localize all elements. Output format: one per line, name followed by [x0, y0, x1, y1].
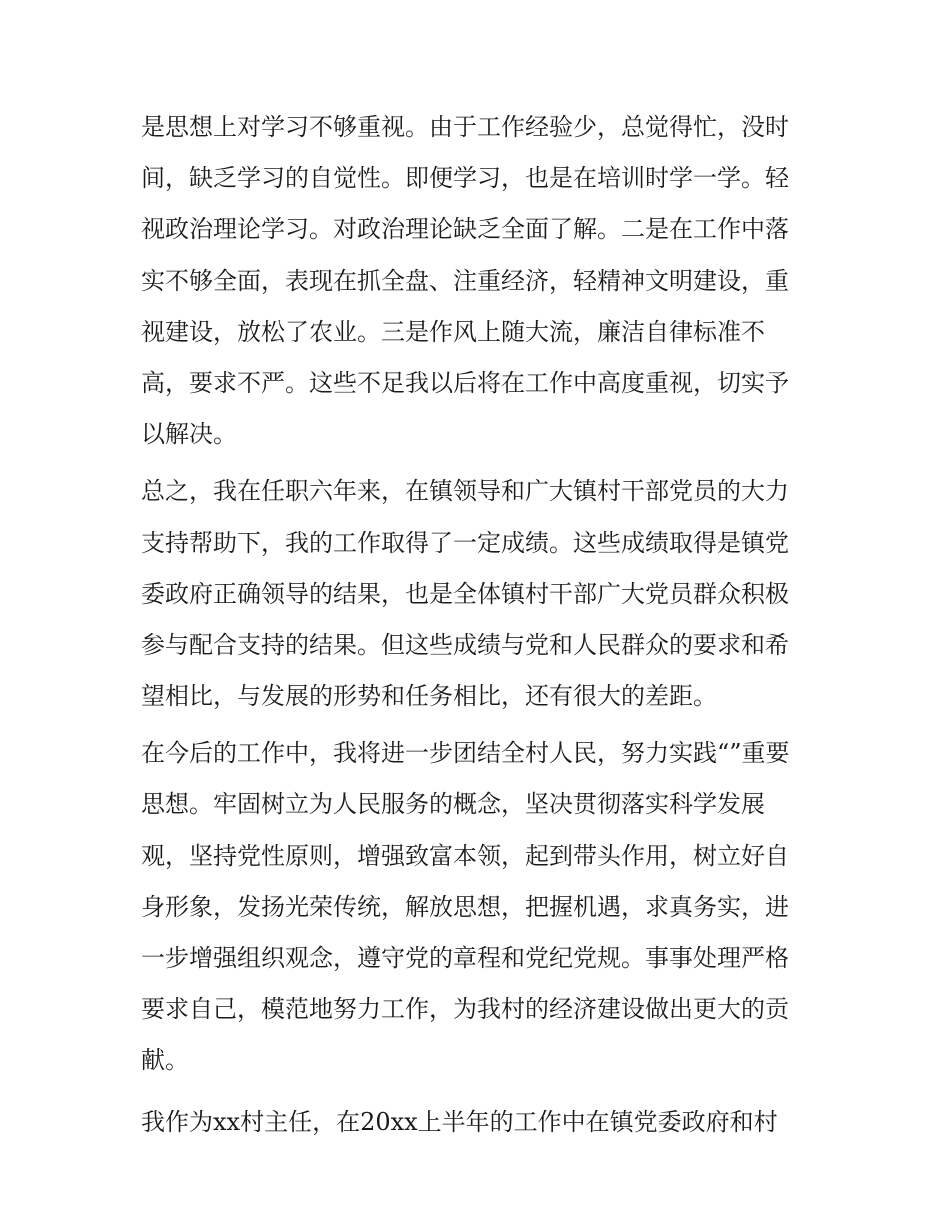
paragraph-shortcomings	[141, 102, 821, 460]
text-line: 视建设，放松了农业。三是作风上随大流，廉洁自律标准不	[141, 317, 765, 346]
text-line: 我作为xx村主任，在20xx上半年的工作中在镇党委政府和村	[141, 1107, 778, 1136]
text-line: 支持帮助下，我的工作取得了一定成绩。这些成绩取得是镇党	[141, 528, 789, 557]
text-line: 献。	[141, 1046, 189, 1075]
text-line: 高，要求不严。这些不足我以后将在工作中高度重视，切实予	[141, 368, 789, 397]
text-line: 总之，我在任职六年来，在镇领导和广大镇村干部党员的大力	[141, 477, 789, 506]
text-line: 参与配合支持的结果。但这些成绩与党和人民群众的要求和希	[141, 630, 789, 659]
text-line: 一步增强组织观念，遵守党的章程和党纪党规。事事处理严格	[141, 944, 789, 972]
text-line: 视政治理论学习。对政治理论缺乏全面了解。二是在工作中落	[141, 215, 789, 244]
text-line: 思想。牢固树立为人民服务的概念，坚决贯彻落实科学发展	[141, 790, 765, 819]
text-line: 是思想上对学习不够重视。由于工作经验少，总觉得忙，没时	[141, 113, 789, 141]
text-line: 要求自己，模范地努力工作，为我村的经济建设做出更大的贡	[141, 995, 789, 1024]
text-line: 望相比，与发展的形势和任务相比，还有很大的差距。	[141, 682, 717, 711]
paragraph-future-work	[141, 728, 821, 1086]
text-line: 间，缺乏学习的自觉性。即便学习，也是在培训时学一学。轻	[141, 164, 789, 193]
paragraph-next-report	[141, 1097, 821, 1148]
text-line: 观，坚持党性原则，增强致富本领，起到带头作用，树立好自	[141, 841, 789, 870]
text-line: 身形象，发扬光荣传统，解放思想，把握机遇，求真务实，进	[141, 892, 789, 921]
text-line: 在今后的工作中，我将进一步团结全村人民，努力实践“”重要	[141, 739, 790, 768]
text-line: 以解决。	[141, 420, 237, 449]
body-text	[141, 102, 821, 1148]
text-line: 委政府正确领导的结果，也是全体镇村干部广大党员群众积极	[141, 579, 789, 608]
text-line: 实不够全面，表现在抓全盘、注重经济，轻精神文明建设，重	[141, 266, 789, 295]
paragraph-summary	[141, 466, 821, 722]
